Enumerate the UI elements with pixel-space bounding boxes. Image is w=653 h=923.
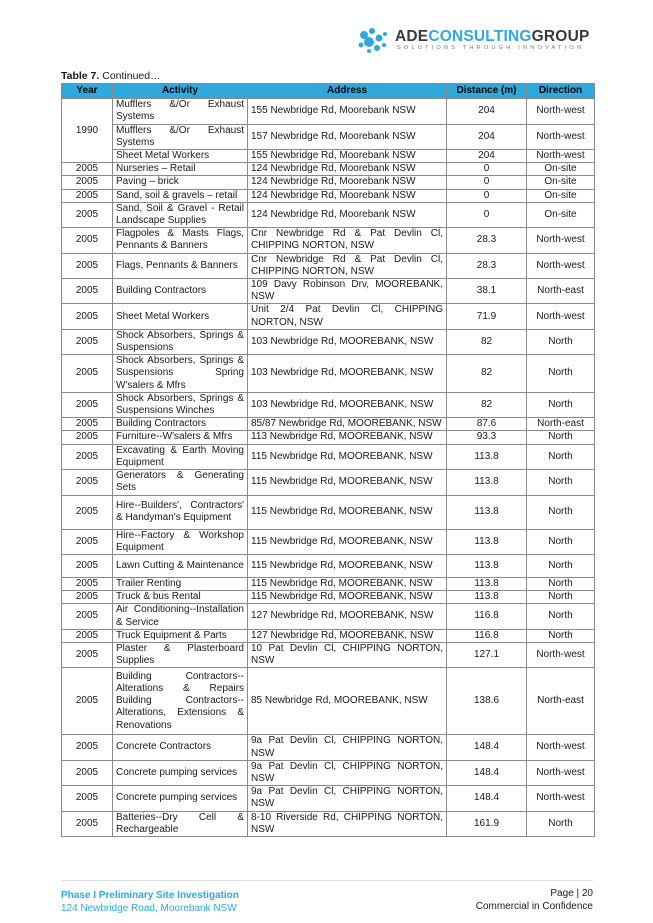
- cell-distance: 148.4: [447, 735, 527, 760]
- cell-activity: Building Contractors--Alterations & Repairs Building Contractors--Alterations, Extensions & Renovations: [113, 668, 248, 735]
- cell-distance: 113.8: [447, 529, 527, 554]
- table-row: [62, 176, 595, 189]
- cell-direction: North-west: [527, 786, 595, 811]
- table-row: [62, 786, 595, 811]
- cell-distance: 161.9: [447, 811, 527, 836]
- cell-activity: Hire--Builders', Contractors' & Handyman's Equipment: [113, 495, 248, 529]
- cell-year: 2005: [62, 604, 113, 629]
- cell-distance: 113.8: [447, 591, 527, 604]
- cell-direction: North: [527, 604, 595, 629]
- table-row: [62, 642, 595, 667]
- cell-activity: Shock Absorbers, Springs & Suspensions Winches: [113, 392, 248, 417]
- logo-molecule-icon: [355, 24, 395, 56]
- table-row: [62, 150, 595, 163]
- cell-address: 115 Newbridge Rd, MOOREBANK, NSW: [248, 577, 447, 590]
- cell-direction: North-west: [527, 124, 595, 149]
- table-row: [62, 495, 595, 529]
- cell-activity: Building Contractors: [113, 418, 248, 431]
- cell-year: 2005: [62, 279, 113, 304]
- facility-activity-table: [61, 83, 595, 837]
- table-row: [62, 124, 595, 149]
- table-row: [62, 735, 595, 760]
- cell-address: 157 Newbridge Rd, Moorebank NSW: [248, 124, 447, 149]
- logo-wordmark: ADECONSULTINGGROUP: [395, 28, 590, 45]
- cell-year: 2005: [62, 591, 113, 604]
- table-row: [62, 418, 595, 431]
- cell-year: 1990: [62, 99, 113, 163]
- cell-direction: North: [527, 577, 595, 590]
- cell-direction: North: [527, 392, 595, 417]
- cell-activity: Flagpoles & Masts Flags, Pennants & Banners: [113, 228, 248, 253]
- cell-direction: On-site: [527, 163, 595, 176]
- cell-activity: Air Conditioning--Installation & Service: [113, 604, 248, 629]
- cell-activity: Furniture--W'salers & Mfrs: [113, 431, 248, 444]
- cell-distance: 82: [447, 392, 527, 417]
- cell-distance: 113.8: [447, 495, 527, 529]
- cell-address: 9a Pat Devlin Cl, CHIPPING NORTON, NSW: [248, 786, 447, 811]
- cell-distance: 138.6: [447, 668, 527, 735]
- cell-year: 2005: [62, 202, 113, 227]
- table-caption: Table 7. Continued…: [61, 70, 161, 82]
- cell-activity: Shock Absorbers, Springs & Suspensions Spring W'salers & Mfrs: [113, 355, 248, 393]
- cell-activity: Trailer Renting: [113, 577, 248, 590]
- cell-address: 103 Newbridge Rd, MOOREBANK, NSW: [248, 392, 447, 417]
- cell-address: 103 Newbridge Rd, MOOREBANK, NSW: [248, 355, 447, 393]
- cell-year: 2005: [62, 355, 113, 393]
- cell-direction: North-east: [527, 279, 595, 304]
- cell-distance: 82: [447, 329, 527, 354]
- cell-activity: Plaster & Plasterboard Supplies: [113, 642, 248, 667]
- cell-direction: On-site: [527, 176, 595, 189]
- cell-distance: 28.3: [447, 228, 527, 253]
- cell-year: 2005: [62, 444, 113, 469]
- table-row: [62, 329, 595, 354]
- cell-address: 9a Pat Devlin Cl, CHIPPING NORTON, NSW: [248, 760, 447, 785]
- cell-address: 124 Newbridge Rd, Moorebank NSW: [248, 176, 447, 189]
- cell-activity: Truck Equipment & Parts: [113, 629, 248, 642]
- cell-distance: 204: [447, 124, 527, 149]
- cell-address: 155 Newbridge Rd, Moorebank NSW: [248, 99, 447, 124]
- table-row: [62, 189, 595, 202]
- cell-year: 2005: [62, 495, 113, 529]
- cell-direction: North: [527, 444, 595, 469]
- cell-activity: Excavating & Earth Moving Equipment: [113, 444, 248, 469]
- cell-direction: North: [527, 629, 595, 642]
- cell-activity: Mufflers &/Or Exhaust Systems: [113, 124, 248, 149]
- cell-distance: 0: [447, 163, 527, 176]
- table-header-row: [62, 84, 595, 99]
- cell-direction: North: [527, 329, 595, 354]
- cell-address: 109 Davy Robinson Drv, MOOREBANK, NSW: [248, 279, 447, 304]
- table-row: [62, 591, 595, 604]
- cell-direction: North-west: [527, 150, 595, 163]
- table-row: [62, 304, 595, 329]
- cell-activity: Sheet Metal Workers: [113, 150, 248, 163]
- footer-page-info: [476, 887, 593, 913]
- cell-activity: Generators & Generating Sets: [113, 470, 248, 495]
- cell-year: 2005: [62, 329, 113, 354]
- cell-direction: North: [527, 470, 595, 495]
- cell-address: 115 Newbridge Rd, MOOREBANK, NSW: [248, 470, 447, 495]
- page-number: Page | 20: [550, 888, 593, 899]
- cell-activity: Sand, soil & gravels – retail: [113, 189, 248, 202]
- column-header-distance: Distance (m): [447, 84, 527, 99]
- footer-address: 124 Newbridge Road, Moorebank NSW: [61, 903, 237, 914]
- footer-title: Phase I Preliminary Site Investigation: [61, 890, 239, 901]
- cell-direction: North: [527, 554, 595, 577]
- cell-year: 2005: [62, 304, 113, 329]
- table-row: [62, 811, 595, 836]
- cell-direction: North-west: [527, 228, 595, 253]
- cell-distance: 38.1: [447, 279, 527, 304]
- table-row: [62, 392, 595, 417]
- table-row: [62, 355, 595, 393]
- cell-distance: 204: [447, 150, 527, 163]
- cell-year: 2005: [62, 786, 113, 811]
- cell-distance: 0: [447, 202, 527, 227]
- cell-address: 113 Newbridge Rd, MOOREBANK, NSW: [248, 431, 447, 444]
- cell-address: 103 Newbridge Rd, MOOREBANK, NSW: [248, 329, 447, 354]
- cell-year: 2005: [62, 176, 113, 189]
- cell-address: 115 Newbridge Rd, MOOREBANK, NSW: [248, 495, 447, 529]
- table-row: [62, 529, 595, 554]
- cell-year: 2005: [62, 554, 113, 577]
- cell-year: 2005: [62, 253, 113, 278]
- cell-activity: Concrete pumping services: [113, 786, 248, 811]
- table-row: [62, 279, 595, 304]
- table-row: [62, 470, 595, 495]
- cell-address: 115 Newbridge Rd, MOOREBANK, NSW: [248, 444, 447, 469]
- cell-address: 127 Newbridge Rd, MOOREBANK, NSW: [248, 629, 447, 642]
- table-row: [62, 604, 595, 629]
- cell-distance: 113.8: [447, 470, 527, 495]
- cell-activity: Nurseries – Retail: [113, 163, 248, 176]
- cell-address: 124 Newbridge Rd, Moorebank NSW: [248, 163, 447, 176]
- column-header-address: Address: [248, 84, 447, 99]
- cell-distance: 87.6: [447, 418, 527, 431]
- cell-address: Cnr Newbridge Rd & Pat Devlin Cl, CHIPPING NORTON, NSW: [248, 228, 447, 253]
- cell-activity: Mufflers &/Or Exhaust Systems: [113, 99, 248, 124]
- cell-address: Cnr Newbridge Rd & Pat Devlin Cl, CHIPPING NORTON, NSW: [248, 253, 447, 278]
- column-header-year: Year: [62, 84, 113, 99]
- cell-direction: North-east: [527, 668, 595, 735]
- cell-year: 2005: [62, 735, 113, 760]
- cell-year: 2005: [62, 811, 113, 836]
- cell-activity: Sand, Soil & Gravel - Retail Landscape Supplies: [113, 202, 248, 227]
- table-row: [62, 163, 595, 176]
- cell-address: 85/87 Newbridge Rd, MOOREBANK, NSW: [248, 418, 447, 431]
- cell-address: 124 Newbridge Rd, Moorebank NSW: [248, 189, 447, 202]
- confidentiality-notice: Commercial in Confidence: [475, 901, 593, 912]
- table-row: [62, 99, 595, 124]
- cell-direction: North-west: [527, 760, 595, 785]
- cell-direction: North: [527, 495, 595, 529]
- cell-distance: 116.8: [447, 604, 527, 629]
- table-row: [62, 253, 595, 278]
- cell-distance: 113.8: [447, 577, 527, 590]
- cell-address: 124 Newbridge Rd, Moorebank NSW: [248, 202, 447, 227]
- cell-activity: Building Contractors: [113, 279, 248, 304]
- cell-year: 2005: [62, 189, 113, 202]
- table-row: [62, 444, 595, 469]
- table-row: [62, 228, 595, 253]
- cell-year: 2005: [62, 577, 113, 590]
- cell-activity: Lawn Cutting & Maintenance: [113, 554, 248, 577]
- cell-direction: North-west: [527, 304, 595, 329]
- cell-direction: North: [527, 591, 595, 604]
- cell-year: 2005: [62, 529, 113, 554]
- cell-activity: Truck & bus Rental: [113, 591, 248, 604]
- table-row: [62, 554, 595, 577]
- cell-activity: Hire--Factory & Workshop Equipment: [113, 529, 248, 554]
- table-row: [62, 668, 595, 735]
- company-logo: [355, 24, 595, 56]
- cell-direction: On-site: [527, 202, 595, 227]
- cell-activity: Paving – brick: [113, 176, 248, 189]
- logo-tagline: SOLUTIONS THROUGH INNOVATION: [397, 45, 585, 51]
- table-row: [62, 760, 595, 785]
- cell-year: 2005: [62, 668, 113, 735]
- cell-distance: 204: [447, 99, 527, 124]
- cell-year: 2005: [62, 642, 113, 667]
- cell-address: 85 Newbridge Rd, MOOREBANK, NSW: [248, 668, 447, 735]
- cell-direction: North-west: [527, 735, 595, 760]
- table-row: [62, 577, 595, 590]
- cell-address: 155 Newbridge Rd, Moorebank NSW: [248, 150, 447, 163]
- column-header-activity: Activity: [113, 84, 248, 99]
- cell-distance: 113.8: [447, 444, 527, 469]
- cell-activity: Concrete Contractors: [113, 735, 248, 760]
- cell-activity: Batteries--Dry Cell & Rechargeable: [113, 811, 248, 836]
- cell-address: 115 Newbridge Rd, MOOREBANK, NSW: [248, 554, 447, 577]
- column-header-direction: Direction: [527, 84, 595, 99]
- cell-year: 2005: [62, 431, 113, 444]
- table-row: [62, 431, 595, 444]
- cell-year: 2005: [62, 392, 113, 417]
- cell-year: 2005: [62, 418, 113, 431]
- cell-distance: 113.8: [447, 554, 527, 577]
- cell-address: 10 Pat Devlin Cl, CHIPPING NORTON, NSW: [248, 642, 447, 667]
- cell-distance: 148.4: [447, 760, 527, 785]
- cell-address: 115 Newbridge Rd, MOOREBANK, NSW: [248, 529, 447, 554]
- cell-direction: North-west: [527, 253, 595, 278]
- cell-direction: North-west: [527, 99, 595, 124]
- cell-activity: Sheet Metal Workers: [113, 304, 248, 329]
- cell-year: 2005: [62, 470, 113, 495]
- cell-direction: North-east: [527, 418, 595, 431]
- cell-year: 2005: [62, 228, 113, 253]
- cell-distance: 93.3: [447, 431, 527, 444]
- table-row: [62, 629, 595, 642]
- cell-direction: North: [527, 431, 595, 444]
- cell-direction: North: [527, 529, 595, 554]
- footer-divider: [61, 880, 593, 881]
- cell-distance: 0: [447, 176, 527, 189]
- cell-address: 9a Pat Devlin Cl, CHIPPING NORTON, NSW: [248, 735, 447, 760]
- cell-year: 2005: [62, 163, 113, 176]
- cell-direction: On-site: [527, 189, 595, 202]
- cell-distance: 71.9: [447, 304, 527, 329]
- cell-address: 8-10 Riverside Rd, CHIPPING NORTON, NSW: [248, 811, 447, 836]
- cell-direction: North: [527, 355, 595, 393]
- cell-distance: 28.3: [447, 253, 527, 278]
- cell-direction: North-west: [527, 642, 595, 667]
- cell-distance: 127.1: [447, 642, 527, 667]
- cell-distance: 0: [447, 189, 527, 202]
- cell-direction: North: [527, 811, 595, 836]
- cell-distance: 148.4: [447, 786, 527, 811]
- cell-activity: Flags, Pennants & Banners: [113, 253, 248, 278]
- footer-project-info: [61, 889, 239, 915]
- cell-address: Unit 2/4 Pat Devlin Cl, CHIPPING NORTON, NSW: [248, 304, 447, 329]
- cell-distance: 82: [447, 355, 527, 393]
- cell-year: 2005: [62, 760, 113, 785]
- cell-distance: 116.8: [447, 629, 527, 642]
- cell-address: 115 Newbridge Rd, MOOREBANK, NSW: [248, 591, 447, 604]
- cell-activity: Shock Absorbers, Springs & Suspensions: [113, 329, 248, 354]
- cell-year: 2005: [62, 629, 113, 642]
- table-row: [62, 202, 595, 227]
- cell-activity: Concrete pumping services: [113, 760, 248, 785]
- cell-address: 127 Newbridge Rd, MOOREBANK, NSW: [248, 604, 447, 629]
